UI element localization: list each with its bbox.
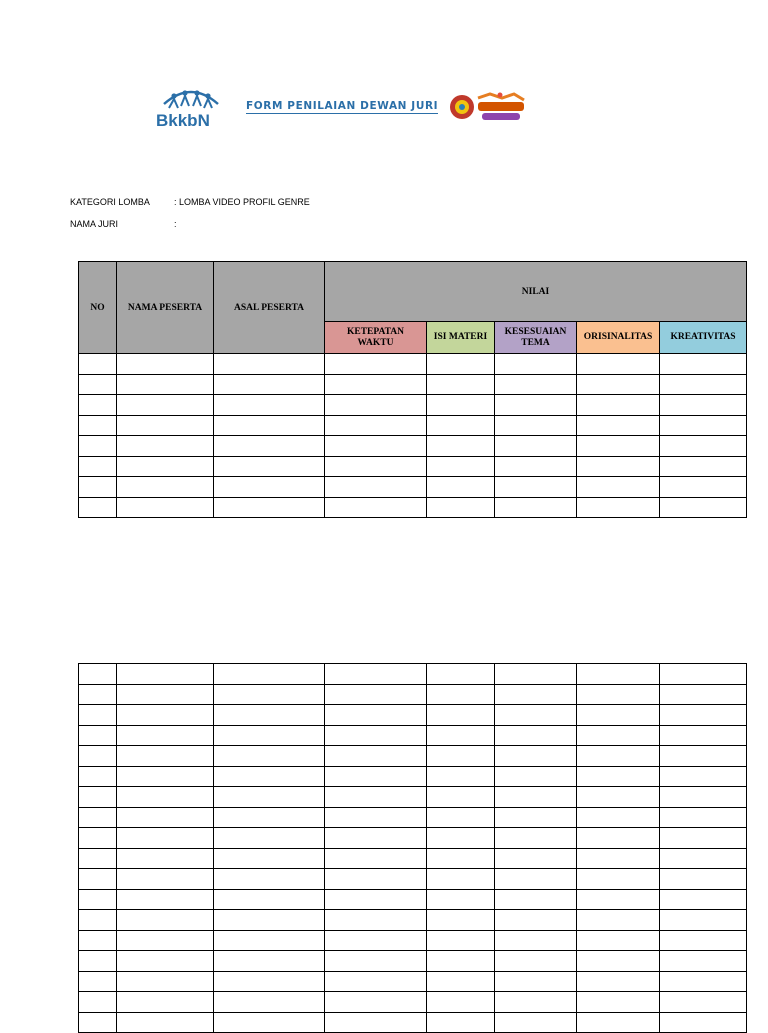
score-cell[interactable]: [325, 456, 427, 477]
score-cell[interactable]: [79, 705, 117, 726]
score-cell[interactable]: [117, 1012, 214, 1033]
table-continued-row: [79, 951, 747, 972]
score-cell[interactable]: [117, 436, 214, 457]
score-cell[interactable]: [427, 456, 495, 477]
score-cell[interactable]: [577, 889, 660, 910]
score-cell[interactable]: [214, 1012, 325, 1033]
score-cell[interactable]: [577, 766, 660, 787]
score-cell[interactable]: [79, 766, 117, 787]
score-cell[interactable]: [325, 766, 427, 787]
score-cell[interactable]: [79, 910, 117, 931]
score-cell[interactable]: [427, 395, 495, 416]
score-cell[interactable]: [325, 910, 427, 931]
table-continued-row: [79, 807, 747, 828]
score-cell[interactable]: [427, 971, 495, 992]
score-cell[interactable]: [495, 725, 577, 746]
score-cell[interactable]: [79, 456, 117, 477]
table-continued-row: [79, 684, 747, 705]
score-cell[interactable]: [660, 436, 747, 457]
score-cell[interactable]: [325, 807, 427, 828]
score-cell[interactable]: [117, 930, 214, 951]
table-row: [79, 436, 747, 457]
score-cell[interactable]: [427, 869, 495, 890]
score-cell[interactable]: [117, 746, 214, 767]
score-cell[interactable]: [427, 415, 495, 436]
table-row: [79, 456, 747, 477]
score-cell[interactable]: [495, 910, 577, 931]
table-row: [79, 477, 747, 498]
score-cell[interactable]: [117, 848, 214, 869]
score-cell[interactable]: [214, 787, 325, 808]
score-cell[interactable]: [214, 456, 325, 477]
judge-value: :: [174, 219, 177, 229]
score-cell[interactable]: [79, 664, 117, 685]
score-cell[interactable]: [660, 664, 747, 685]
score-cell[interactable]: [214, 725, 325, 746]
score-cell[interactable]: [117, 374, 214, 395]
score-cell[interactable]: [495, 705, 577, 726]
score-cell[interactable]: [214, 828, 325, 849]
header-no: NO: [79, 262, 117, 354]
score-cell[interactable]: [495, 766, 577, 787]
score-cell[interactable]: [660, 992, 747, 1013]
table-continued-row: [79, 930, 747, 951]
criteria-kreativitas: KREATIVITAS: [660, 322, 747, 354]
score-cell[interactable]: [577, 395, 660, 416]
score-cell[interactable]: [427, 436, 495, 457]
score-cell[interactable]: [79, 746, 117, 767]
score-cell[interactable]: [325, 415, 427, 436]
score-cell[interactable]: [577, 951, 660, 972]
score-cell[interactable]: [495, 971, 577, 992]
header-asal-peserta: ASAL PESERTA: [214, 262, 325, 354]
score-cell[interactable]: [660, 766, 747, 787]
score-cell[interactable]: [214, 354, 325, 375]
table-continued-row: [79, 705, 747, 726]
criteria-ketepatan-waktu: KETEPATAN WAKTU: [325, 322, 427, 354]
score-cell[interactable]: [214, 869, 325, 890]
score-cell[interactable]: [427, 705, 495, 726]
score-cell[interactable]: [577, 807, 660, 828]
score-cell[interactable]: [325, 497, 427, 518]
score-cell[interactable]: [214, 766, 325, 787]
score-cell[interactable]: [427, 889, 495, 910]
score-cell[interactable]: [79, 930, 117, 951]
score-cell[interactable]: [214, 951, 325, 972]
table-continued-row: [79, 725, 747, 746]
score-cell[interactable]: [79, 684, 117, 705]
score-cell[interactable]: [214, 705, 325, 726]
score-cell[interactable]: [577, 1012, 660, 1033]
score-cell[interactable]: [325, 951, 427, 972]
score-cell[interactable]: [660, 684, 747, 705]
svg-text:BkkbN: BkkbN: [156, 111, 210, 130]
score-cell[interactable]: [325, 930, 427, 951]
score-cell[interactable]: [117, 354, 214, 375]
score-cell[interactable]: [577, 746, 660, 767]
score-cell[interactable]: [427, 477, 495, 498]
score-cell[interactable]: [325, 664, 427, 685]
score-cell[interactable]: [427, 787, 495, 808]
score-table-continued: [78, 663, 747, 1033]
score-cell[interactable]: [495, 436, 577, 457]
score-cell[interactable]: [427, 807, 495, 828]
score-cell[interactable]: [427, 930, 495, 951]
table-row: [79, 497, 747, 518]
score-cell[interactable]: [325, 828, 427, 849]
score-cell[interactable]: [427, 828, 495, 849]
score-cell[interactable]: [577, 848, 660, 869]
score-cell[interactable]: [117, 869, 214, 890]
score-table-continued-body: [79, 664, 747, 1033]
score-cell[interactable]: [79, 848, 117, 869]
score-cell[interactable]: [660, 705, 747, 726]
score-cell[interactable]: [495, 951, 577, 972]
score-cell[interactable]: [117, 910, 214, 931]
score-cell[interactable]: [495, 746, 577, 767]
form-title: FORM PENILAIAN DEWAN JURI: [246, 100, 439, 112]
bkkbn-logo: [154, 84, 228, 130]
score-cell[interactable]: [577, 664, 660, 685]
score-cell[interactable]: [214, 664, 325, 685]
score-cell[interactable]: [577, 374, 660, 395]
score-cell[interactable]: [325, 477, 427, 498]
criteria-orisinalitas: ORISINALITAS: [577, 322, 660, 354]
score-cell[interactable]: [214, 395, 325, 416]
score-cell[interactable]: [427, 766, 495, 787]
score-cell[interactable]: [577, 497, 660, 518]
score-cell[interactable]: [79, 869, 117, 890]
score-cell[interactable]: [117, 828, 214, 849]
judge-label: NAMA JURI: [70, 219, 119, 229]
score-cell[interactable]: [117, 971, 214, 992]
score-cell[interactable]: [660, 971, 747, 992]
score-cell[interactable]: [577, 354, 660, 375]
score-cell[interactable]: [427, 992, 495, 1013]
score-cell[interactable]: [660, 869, 747, 890]
score-cell[interactable]: [495, 1012, 577, 1033]
score-cell[interactable]: [214, 971, 325, 992]
score-cell[interactable]: [325, 374, 427, 395]
score-cell[interactable]: [427, 1012, 495, 1033]
score-cell[interactable]: [117, 477, 214, 498]
category-row: [70, 196, 310, 208]
score-cell[interactable]: [79, 374, 117, 395]
score-cell[interactable]: [427, 725, 495, 746]
score-cell[interactable]: [79, 354, 117, 375]
score-cell[interactable]: [214, 992, 325, 1013]
score-cell[interactable]: [427, 746, 495, 767]
score-cell[interactable]: [660, 828, 747, 849]
score-cell[interactable]: [214, 477, 325, 498]
score-cell[interactable]: [79, 725, 117, 746]
score-cell[interactable]: [117, 787, 214, 808]
score-cell[interactable]: [495, 684, 577, 705]
score-cell[interactable]: [577, 992, 660, 1013]
score-cell[interactable]: [495, 848, 577, 869]
score-cell[interactable]: [79, 477, 117, 498]
score-cell[interactable]: [79, 971, 117, 992]
score-cell[interactable]: [495, 415, 577, 436]
table-row: [79, 374, 747, 395]
score-cell[interactable]: [495, 787, 577, 808]
table-continued-row: [79, 787, 747, 808]
table-row: [79, 354, 747, 375]
score-cell[interactable]: [577, 705, 660, 726]
score-cell[interactable]: [117, 395, 214, 416]
score-cell[interactable]: [117, 664, 214, 685]
score-cell[interactable]: [495, 456, 577, 477]
score-cell[interactable]: [495, 869, 577, 890]
score-cell[interactable]: [214, 684, 325, 705]
criteria-kesesuaian-tema: KESESUAIAN TEMA: [495, 322, 577, 354]
score-cell[interactable]: [427, 497, 495, 518]
score-cell[interactable]: [660, 354, 747, 375]
score-cell[interactable]: [325, 725, 427, 746]
category-label: KATEGORI LOMBA: [70, 197, 150, 207]
score-cell[interactable]: [577, 930, 660, 951]
score-cell[interactable]: [214, 746, 325, 767]
score-cell[interactable]: [660, 725, 747, 746]
score-cell[interactable]: [214, 436, 325, 457]
score-cell[interactable]: [214, 848, 325, 869]
score-cell[interactable]: [427, 848, 495, 869]
score-cell[interactable]: [214, 910, 325, 931]
score-cell[interactable]: [495, 930, 577, 951]
score-cell[interactable]: [117, 456, 214, 477]
score-cell[interactable]: [495, 828, 577, 849]
header-nama-peserta: NAMA PESERTA: [117, 262, 214, 354]
score-cell[interactable]: [427, 910, 495, 931]
score-cell[interactable]: [495, 395, 577, 416]
score-table: [78, 261, 747, 518]
score-cell[interactable]: [577, 725, 660, 746]
score-cell[interactable]: [495, 354, 577, 375]
score-cell[interactable]: [577, 971, 660, 992]
score-cell[interactable]: [660, 456, 747, 477]
score-cell[interactable]: [660, 415, 747, 436]
table-continued-row: [79, 889, 747, 910]
score-cell[interactable]: [427, 664, 495, 685]
score-cell[interactable]: [79, 497, 117, 518]
score-cell[interactable]: [325, 848, 427, 869]
table-continued-row: [79, 766, 747, 787]
header-nilai: NILAI: [325, 262, 747, 322]
table-continued-row: [79, 1012, 747, 1033]
score-cell[interactable]: [79, 828, 117, 849]
score-cell[interactable]: [495, 889, 577, 910]
score-cell[interactable]: [117, 807, 214, 828]
score-cell[interactable]: [325, 992, 427, 1013]
table-continued-row: [79, 828, 747, 849]
score-cell[interactable]: [660, 1012, 747, 1033]
score-cell[interactable]: [117, 951, 214, 972]
score-cell[interactable]: [79, 436, 117, 457]
score-cell[interactable]: [79, 415, 117, 436]
score-cell[interactable]: [79, 992, 117, 1013]
score-cell[interactable]: [117, 684, 214, 705]
score-cell[interactable]: [214, 930, 325, 951]
score-cell[interactable]: [427, 354, 495, 375]
score-cell[interactable]: [325, 436, 427, 457]
score-cell[interactable]: [495, 807, 577, 828]
score-cell[interactable]: [495, 374, 577, 395]
score-cell[interactable]: [325, 705, 427, 726]
table-continued-row: [79, 910, 747, 931]
score-cell[interactable]: [79, 787, 117, 808]
score-cell[interactable]: [117, 889, 214, 910]
score-cell[interactable]: [495, 992, 577, 1013]
table-row: [79, 415, 747, 436]
score-cell[interactable]: [427, 684, 495, 705]
score-cell[interactable]: [660, 848, 747, 869]
score-cell[interactable]: [325, 889, 427, 910]
score-cell[interactable]: [660, 807, 747, 828]
score-cell[interactable]: [660, 787, 747, 808]
score-cell[interactable]: [117, 766, 214, 787]
score-cell[interactable]: [79, 1012, 117, 1033]
table-continued-row: [79, 664, 747, 685]
score-cell[interactable]: [577, 828, 660, 849]
score-cell[interactable]: [660, 910, 747, 931]
score-cell[interactable]: [577, 436, 660, 457]
score-cell[interactable]: [495, 477, 577, 498]
score-cell[interactable]: [325, 971, 427, 992]
criteria-isi-materi: ISI MATERI: [427, 322, 495, 354]
score-cell[interactable]: [495, 497, 577, 518]
score-cell[interactable]: [577, 684, 660, 705]
score-cell[interactable]: [427, 374, 495, 395]
score-cell[interactable]: [660, 497, 747, 518]
table-continued-row: [79, 971, 747, 992]
score-cell[interactable]: [325, 746, 427, 767]
score-cell[interactable]: [214, 374, 325, 395]
table-continued-row: [79, 848, 747, 869]
score-cell[interactable]: [214, 497, 325, 518]
score-cell[interactable]: [577, 415, 660, 436]
score-cell[interactable]: [577, 456, 660, 477]
score-cell[interactable]: [79, 889, 117, 910]
score-cell[interactable]: [325, 395, 427, 416]
score-cell[interactable]: [325, 787, 427, 808]
category-value: : LOMBA VIDEO PROFIL GENRE: [174, 197, 310, 207]
score-cell[interactable]: [214, 807, 325, 828]
score-cell[interactable]: [79, 951, 117, 972]
score-cell[interactable]: [577, 477, 660, 498]
score-cell[interactable]: [660, 374, 747, 395]
table-row: [79, 395, 747, 416]
table-continued-row: [79, 992, 747, 1013]
score-cell[interactable]: [79, 807, 117, 828]
score-cell[interactable]: [325, 684, 427, 705]
score-cell[interactable]: [660, 746, 747, 767]
event-logo: [448, 88, 528, 126]
score-cell[interactable]: [660, 930, 747, 951]
score-cell[interactable]: [660, 477, 747, 498]
score-cell[interactable]: [325, 354, 427, 375]
score-cell[interactable]: [117, 725, 214, 746]
score-cell[interactable]: [117, 705, 214, 726]
score-cell[interactable]: [214, 415, 325, 436]
score-cell[interactable]: [577, 787, 660, 808]
table-continued-row: [79, 746, 747, 767]
score-cell[interactable]: [79, 395, 117, 416]
score-table-body: [79, 354, 747, 518]
score-cell[interactable]: [117, 992, 214, 1013]
score-cell[interactable]: [427, 951, 495, 972]
score-cell[interactable]: [577, 910, 660, 931]
judge-row: [70, 218, 177, 230]
score-cell[interactable]: [117, 415, 214, 436]
score-cell[interactable]: [660, 951, 747, 972]
score-cell[interactable]: [577, 869, 660, 890]
score-cell[interactable]: [660, 395, 747, 416]
score-cell[interactable]: [117, 497, 214, 518]
score-cell[interactable]: [214, 889, 325, 910]
score-cell[interactable]: [660, 889, 747, 910]
score-cell[interactable]: [325, 1012, 427, 1033]
score-cell[interactable]: [325, 869, 427, 890]
score-cell[interactable]: [495, 664, 577, 685]
table-continued-row: [79, 869, 747, 890]
